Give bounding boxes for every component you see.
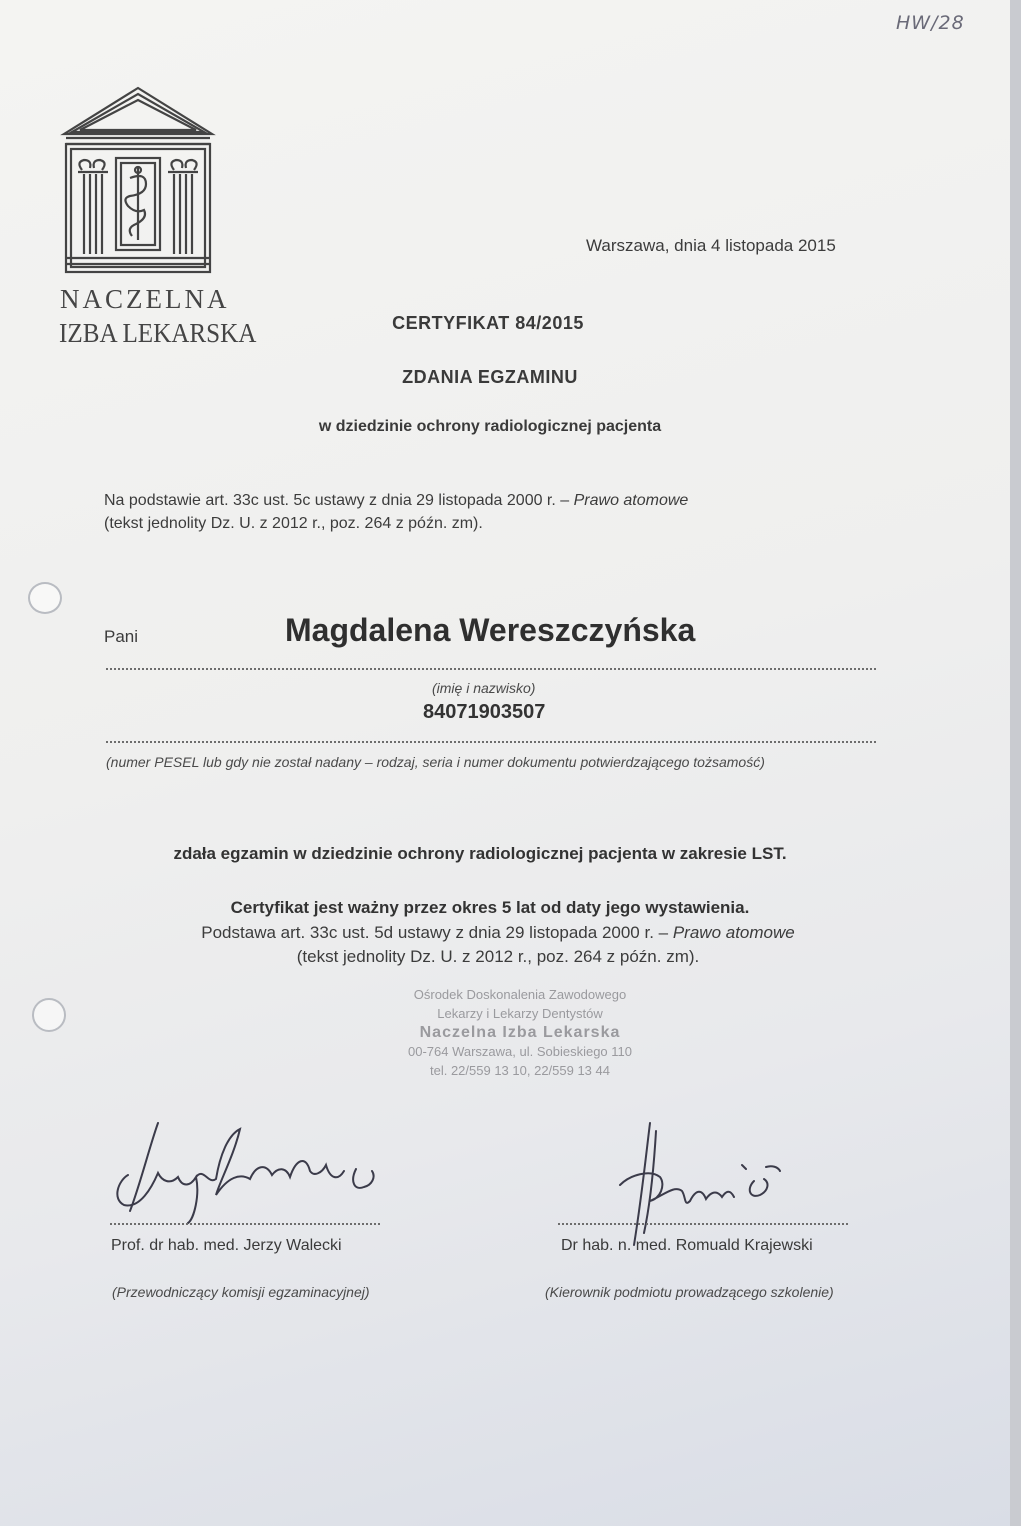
legal-basis-line2: (tekst jednolity Dz. U. z 2012 r., poz. 264 z późn. zm). bbox=[104, 515, 483, 532]
stamp-line1: Ośrodek Doskonalenia Zawodowego bbox=[413, 987, 627, 1002]
pesel-dotted-line bbox=[106, 741, 876, 743]
stamp-line5: tel. 22/559 13 10, 22/559 13 44 bbox=[430, 1063, 610, 1078]
institution-stamp bbox=[300, 985, 740, 1080]
legal-basis bbox=[104, 489, 894, 535]
issuer-logo-line1: NACZELNA bbox=[60, 284, 230, 314]
validity-basis bbox=[0, 921, 996, 969]
validity-basis-act: Prawo atomowe bbox=[672, 923, 795, 942]
certificate-field: w dziedzinie ochrony radiologicznej pacjenta bbox=[318, 418, 662, 435]
temple-caduceus-icon bbox=[58, 84, 218, 284]
exam-result: zdała egzamin w dziedzinie ochrony radiologicznej pacjenta w zakresie LST. bbox=[173, 844, 787, 863]
validity-basis-line2: (tekst jednolity Dz. U. z 2012 r., poz. 264 z późn. zm). bbox=[296, 947, 700, 966]
stamp-line3: Naczelna Izba Lekarska bbox=[419, 1024, 621, 1041]
signer-name-right: Dr hab. n. med. Romuald Krajewski bbox=[561, 1237, 813, 1254]
salutation: Pani bbox=[104, 627, 139, 646]
punch-hole bbox=[28, 582, 62, 614]
recipient-name: Magdalena Wereszczyńska bbox=[285, 612, 696, 648]
signature-line-left bbox=[110, 1223, 380, 1225]
validity-basis-text: Podstawa art. 33c ust. 5d ustawy z dnia 29 listopada 2000 r. – bbox=[201, 923, 673, 942]
signer-role-right: (Kierownik podmiotu prowadzącego szkolenie) bbox=[545, 1284, 834, 1300]
handwritten-signature-icon bbox=[100, 1115, 420, 1225]
stamp-line4: 00-764 Warszawa, ul. Sobieskiego 110 bbox=[407, 1044, 632, 1059]
certificate-title: CERTYFIKAT 84/2015 bbox=[392, 313, 584, 333]
legal-basis-text: Na podstawie art. 33c ust. 5c ustawy z dnia 29 listopada 2000 r. – bbox=[104, 492, 574, 509]
legal-basis-act: Prawo atomowe bbox=[573, 492, 689, 509]
name-caption: (imię i nazwisko) bbox=[432, 680, 536, 696]
page-edge bbox=[1010, 0, 1021, 1526]
signature-line-right bbox=[558, 1223, 848, 1225]
issuer-logo-line2: IZBA LEKARSKA bbox=[59, 318, 257, 348]
pesel-caption: (numer PESEL lub gdy nie został nadany – rodzaj, seria i numer dokumentu potwierdzającego tożsamość) bbox=[106, 754, 765, 770]
pesel-number: 84071903507 bbox=[423, 701, 546, 723]
name-dotted-line bbox=[106, 668, 876, 670]
signer-role-left: (Przewodniczący komisji egzaminacyjnej) bbox=[112, 1284, 370, 1300]
signer-name-left: Prof. dr hab. med. Jerzy Walecki bbox=[111, 1237, 342, 1254]
validity-statement: Certyfikat jest ważny przez okres 5 lat od daty jego wystawienia. bbox=[230, 898, 750, 917]
stamp-line2: Lekarzy i Lekarzy Dentystów bbox=[437, 1006, 603, 1021]
handwritten-note: HW/28 bbox=[896, 12, 965, 34]
certificate-subtitle: ZDANIA EGZAMINU bbox=[402, 367, 578, 387]
place-date: Warszawa, dnia 4 listopada 2015 bbox=[586, 236, 836, 255]
punch-hole bbox=[32, 998, 66, 1032]
